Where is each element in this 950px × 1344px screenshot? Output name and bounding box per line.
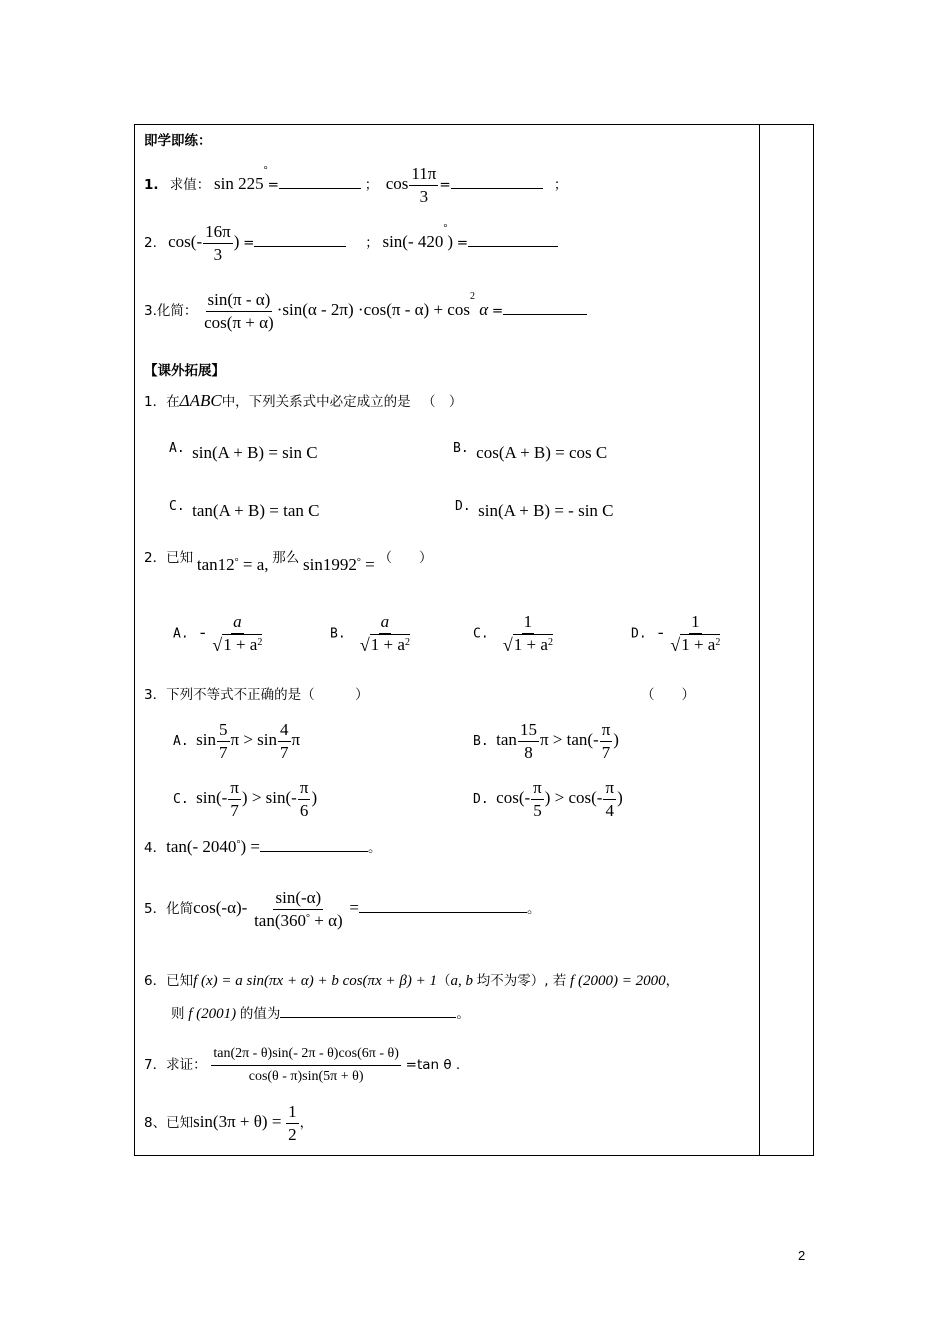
fraction: $\frac{\pi}{6}$ <box>299 778 309 820</box>
ext-q3-option-b[interactable]: B. tan $\frac{15}{8}$ π > tan(- $\frac{\pi}{7}$ ) <box>473 720 619 762</box>
answer-blank[interactable] <box>468 232 558 247</box>
fraction: a √ $1 + a^2$ <box>359 612 410 655</box>
answer-blank[interactable] <box>254 232 346 247</box>
ext-q4: 4．tan(- 2040°) = 。 <box>144 837 382 856</box>
answer-blank[interactable] <box>359 898 527 913</box>
answer-blank[interactable] <box>280 1003 456 1018</box>
practice-q1: 1. 求值： sin 225°= ； cos $\frac{11\pi}{3}$ = ； <box>144 164 568 206</box>
ext-q6-line2: 则 f (2001) 的值为 。 <box>171 1003 470 1024</box>
fraction: $\frac{1}{2}$ <box>288 1102 297 1144</box>
practice-q3: 3.化简： $\frac{\sin(\pi - \alpha)}{\cos(\pi + \alpha)}$ $\cdot\sin(\alpha - 2\pi) \cdot\cos(\pi - \alpha) + \cos^2 \alpha$ = <box>144 289 587 334</box>
fraction: $\frac{\pi}{7}$ <box>601 720 611 762</box>
fraction: $\frac{5}{7}$ <box>219 720 228 762</box>
fraction: $\frac{\sin(\pi - \alpha)}{\cos(\pi + \alpha)}$ <box>204 290 274 332</box>
ext-q3-option-a[interactable]: A. sin $\frac{5}{7}$ π > sin $\frac{4}{7}$ π <box>173 720 301 762</box>
fraction: a √ $1 + a^2$ <box>212 612 263 655</box>
section-extension-heading: 【课外拓展】 <box>144 363 225 379</box>
fraction: $\frac{16\pi}{3}$ <box>205 222 231 264</box>
answer-blank[interactable] <box>503 300 587 315</box>
fraction: 1 √ $1 + a^2$ <box>670 612 721 655</box>
fraction: 1 √ $1 + a^2$ <box>502 612 553 655</box>
ext-q2-option-a[interactable]: A. - a √ $1 + a^2$ <box>173 612 263 655</box>
ext-q5: 5．化简cos(-α)- $\frac{\sin(-\alpha)}{\tan(360^\circ + \alpha)}$ = 。 <box>144 888 541 930</box>
ext-q1-option-a[interactable]: A. sin(A + B) = sin C <box>169 441 318 462</box>
ext-q1-option-c[interactable]: C. tan(A + B) = tan C <box>169 499 320 520</box>
ext-q3-paren: （ ） <box>641 687 695 703</box>
ext-q6: 6．已知f (x) = a sin(πx + α) + b cos(πx + β) + 1（a, b 均不为零）, 若 f (2000) = 2000， <box>144 973 680 989</box>
fraction: $\frac{\pi}{4}$ <box>605 778 615 820</box>
worksheet-table <box>134 124 814 1156</box>
ext-q1-option-d[interactable]: D. sin(A + B) = - sin C <box>455 499 614 520</box>
practice-q2: 2. cos(- $\frac{16\pi}{3}$ ) = ； sin(- 420°) = <box>144 221 558 266</box>
page-number: 2 <box>798 1248 806 1263</box>
ext-q7: 7．求证： $\frac{\tan(2\pi - \theta)\sin(- 2\pi - \theta)\cos(6\pi - \theta)}{\cos(\theta - \pi)\sin(5\pi + \theta)}$ =tan θ . <box>144 1043 460 1088</box>
ext-q3: 3．下列不等式不正确的是（ ） <box>144 687 369 703</box>
fraction: $\frac{4}{7}$ <box>280 720 289 762</box>
fraction: $\frac{15}{8}$ <box>519 720 537 762</box>
ext-q2-option-b[interactable]: B. a √ $1 + a^2$ <box>330 612 410 655</box>
fraction: $\frac{\pi}{7}$ <box>230 778 239 820</box>
fraction: $\frac{\tan(2\pi - \theta)\sin(- 2\pi - \theta)\cos(6\pi - \theta)}{\cos(\theta - \pi)\sin(5\pi + \theta)}$ <box>211 1043 401 1088</box>
answer-blank[interactable] <box>260 837 368 852</box>
ext-q2: 2．已知 tan12° = a, 那么 sin1992° = （ ） <box>144 550 433 574</box>
ext-q2-option-c[interactable]: C. 1 √ $1 + a^2$ <box>473 612 553 655</box>
answer-blank[interactable] <box>451 174 543 189</box>
fraction: $\frac{\sin(-\alpha)}{\tan(360^\circ + \alpha)}$ <box>254 888 343 930</box>
section-practice-heading: 即学即练： <box>144 133 212 149</box>
ext-q8: 8、已知sin(3π + θ) = $\frac{1}{2}$ ， <box>144 1102 314 1144</box>
ext-q3-option-c[interactable]: C. sin(- $\frac{\pi}{7}$ ) > sin(- $\frac{\pi}{6}$ ) <box>173 778 318 820</box>
ext-q1-option-b[interactable]: B. cos(A + B) = cos C <box>453 441 608 462</box>
fraction: $\frac{\pi}{5}$ <box>533 778 542 820</box>
ext-q1: 1．在ΔABC中，下列关系式中必定成立的是 （ ） <box>144 391 463 410</box>
fraction: $\frac{11\pi}{3}$ <box>411 164 437 206</box>
ext-q3-option-d[interactable]: D. cos(- $\frac{\pi}{5}$ ) > cos(- $\frac{\pi}{4}$ ) <box>473 778 623 820</box>
answer-blank[interactable] <box>279 174 361 189</box>
ext-q2-option-d[interactable]: D. - 1 √ $1 + a^2$ <box>631 612 721 655</box>
right-column-divider <box>759 125 760 1155</box>
